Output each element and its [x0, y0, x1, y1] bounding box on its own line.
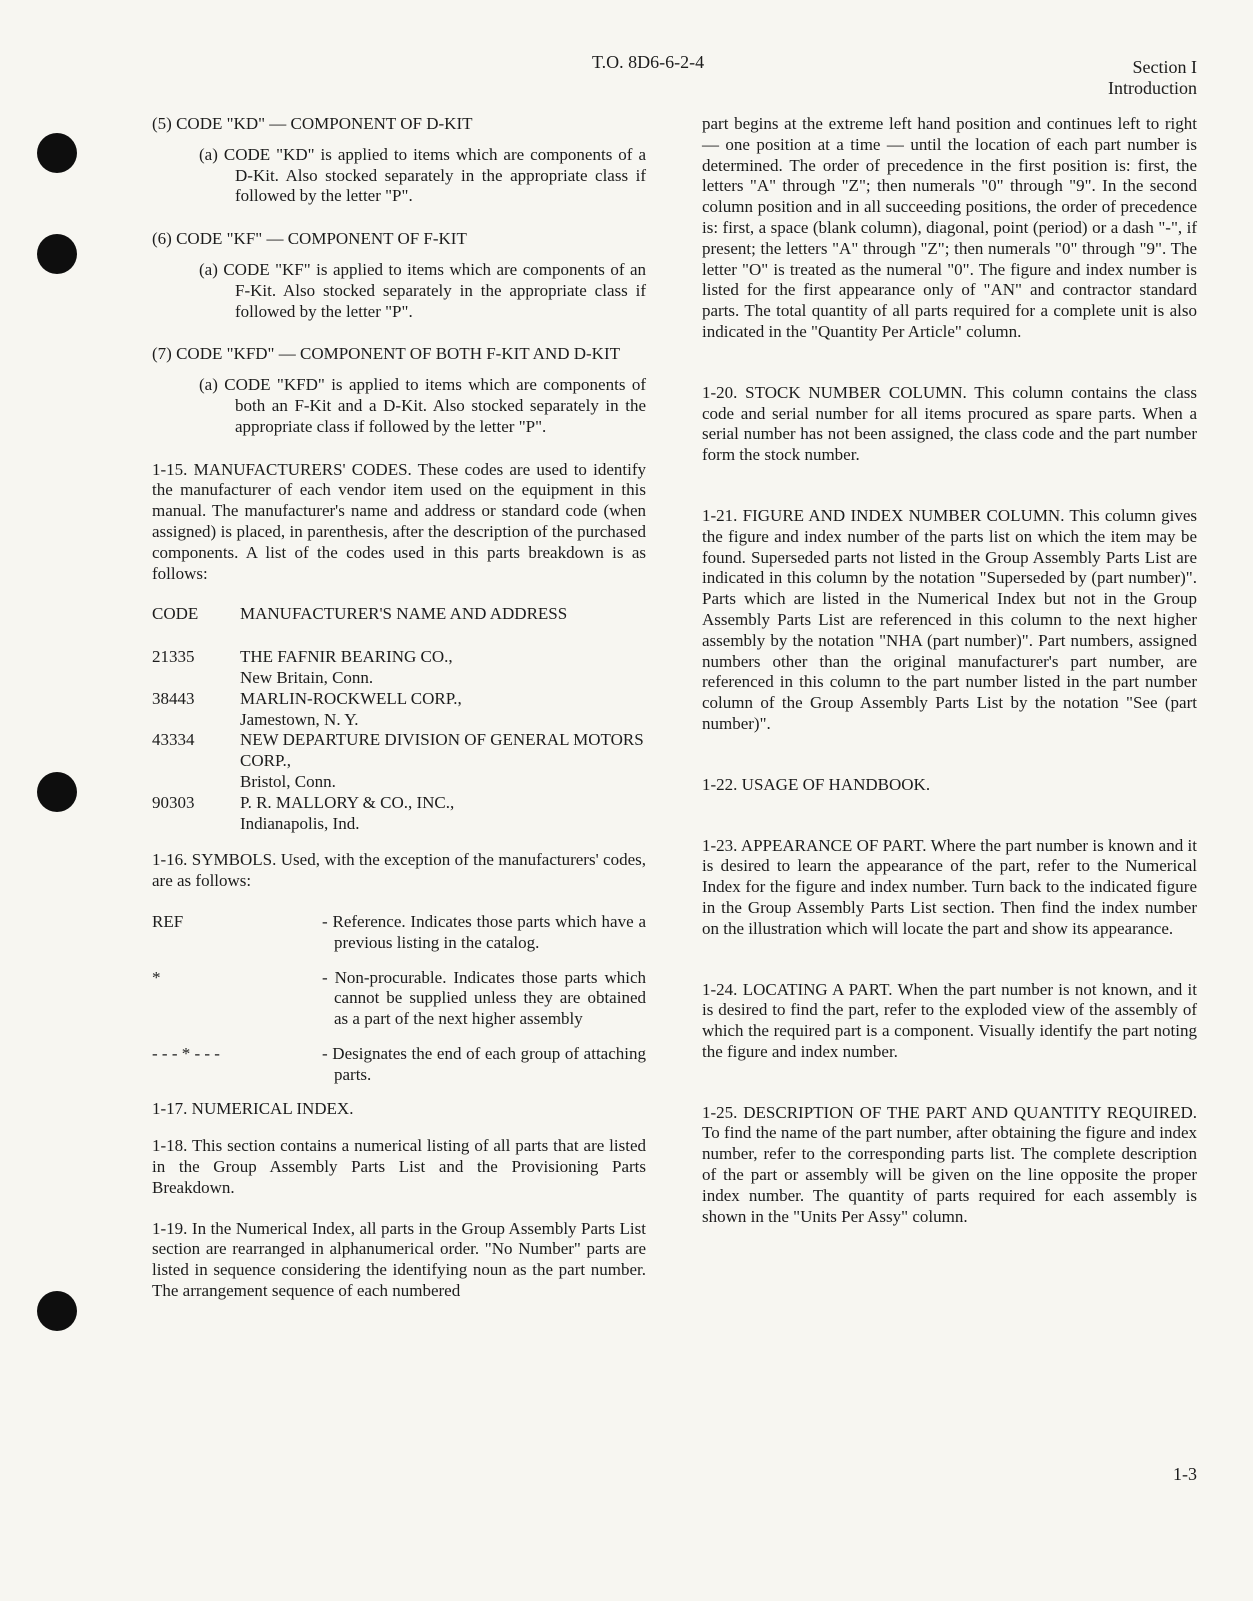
symbol-row [152, 912, 646, 954]
symbol-desc: - Designates the end of each group of attaching parts. [322, 1043, 646, 1084]
binder-hole-2 [37, 234, 77, 274]
kfd-text: (a) CODE "KFD" is applied to items which are components of both an F-Kit and a D-Kit. Also stocked separately in the appropriate class if followed by the letter "P". [199, 375, 646, 436]
manufacturer-codes-table [152, 604, 646, 834]
kf-heading: (6) CODE "KF" — COMPONENT OF F-KIT [152, 229, 467, 249]
para-1-24: 1-24. LOCATING A PART. When the part number is not known, and it is desired to find the part, refer to the exploded view of the assembly of which the required part is a component. Visually identify the part noting the figure and index number. [702, 979, 1197, 1061]
symbol-key: REF [152, 911, 184, 931]
section-title: Introduction [1108, 78, 1197, 98]
para-1-17: 1-17. NUMERICAL INDEX. [152, 1099, 354, 1119]
right-column [702, 114, 1197, 1247]
para-1-16: 1-16. SYMBOLS. Used, with the exception of the manufacturers' codes, are as follows: [152, 850, 646, 891]
manufacturer-address: Jamestown, N. Y. [240, 709, 359, 729]
to-number: T.O. 8D6-6-2-4 [592, 52, 705, 72]
page-number: 1-3 [1173, 1464, 1197, 1484]
para-1-20: 1-20. STOCK NUMBER COLUMN. This column contains the class code and serial number for all items procured as spare parts. When a serial number has not been assigned, the class code and the part number form the stock number. [702, 382, 1197, 465]
manufacturer-name: NEW DEPARTURE DIVISION OF GENERAL MOTORS CORP., [240, 730, 644, 771]
para-1-15: 1-15. MANUFACTURERS' CODES. These codes are used to identify the manufacturer of each vendor item used on the equipment in this manual. The manufacturer's name and address or standard code (when assigned) is placed, in parenthesis, after the description of the purchased components. A list of the codes used in this parts breakdown is as follows: [152, 459, 646, 583]
table-row [152, 689, 646, 731]
manufacturer-name: THE FAFNIR BEARING CO., [240, 647, 453, 667]
symbol-desc: - Reference. Indicates those parts which have a previous listing in the catalog. [322, 911, 646, 952]
symbol-desc: - Non-procurable. Indicates those parts which cannot be supplied unless they are obtained as a part of the next higher assembly [322, 967, 646, 1029]
left-column [152, 114, 646, 1322]
kf-text: (a) CODE "KF" is applied to items which are components of an F-Kit. Also stocked separately in the appropriate class if followed by the letter "P". [199, 259, 646, 321]
kfd-heading: (7) CODE "KFD" — COMPONENT OF BOTH F-KIT AND D-KIT [152, 344, 621, 364]
code-value: 21335 [152, 647, 195, 667]
para-1-25: 1-25. DESCRIPTION OF THE PART AND QUANTITY REQUIRED. To find the name of the part number, after obtaining the figure and index number, refer to the corresponding parts list. The complete description of the part or assembly will be given on the line opposite the proper index number. The quantity of parts required for each assembly is shown in the "Units Per Assy" column. [702, 1102, 1197, 1226]
symbol-key: - - - * - - - [152, 1043, 220, 1063]
para-1-21: 1-21. FIGURE AND INDEX NUMBER COLUMN. This column gives the figure and index number of the parts list on which the item may be found. Superseded parts not listed in the Group Assembly Parts List are indicated in this column by the notation "Superseded by (part number)". Parts which are listed in the Numerical Index but not in the Group Assembly Parts List are referenced in this column to the next higher assembly by the notation "NHA (part number)". Part numbers, assigned numbers other than the original manufacturer's part number, are referenced in this column to the part number listed in the part number column of the Group Assembly Parts List by the notation "See (part number)". [702, 505, 1197, 733]
binder-hole-3 [37, 772, 77, 812]
symbol-row [152, 1044, 646, 1086]
codes-header-code: CODE [152, 604, 199, 624]
table-row [152, 793, 646, 835]
manufacturer-address: Indianapolis, Ind. [240, 813, 360, 833]
para-1-22: 1-22. USAGE OF HANDBOOK. [702, 774, 931, 794]
manufacturer-name: P. R. MALLORY & CO., INC., [240, 792, 455, 812]
manufacturer-name: MARLIN-ROCKWELL CORP., [240, 688, 462, 708]
section-label: Section I [1132, 57, 1197, 77]
symbol-row [152, 968, 646, 1030]
manufacturer-address: Bristol, Conn. [240, 771, 336, 791]
para-1-18: 1-18. This section contains a numerical listing of all parts that are listed in the Group Assembly Parts List and the Provisioning Parts Breakdown. [152, 1136, 646, 1197]
table-row [152, 647, 646, 689]
manufacturer-address: New Britain, Conn. [240, 667, 374, 687]
kd-text: (a) CODE "KD" is applied to items which are components of a D-Kit. Also stocked separately in the appropriate class if followed by the letter "P". [199, 144, 646, 206]
codes-header-name: MANUFACTURER'S NAME AND ADDRESS [240, 604, 568, 624]
kd-heading: (5) CODE "KD" — COMPONENT OF D-KIT [152, 114, 473, 133]
code-value: 43334 [152, 730, 195, 750]
para-1-19-continued: part begins at the extreme left hand position and continues left to right — one position at a time — until the location of each part number is determined. The order of precedence in the first position is: first, the letters "A" through "Z"; then numerals "0" through "9". In the second column position and in all succeeding positions, the order of precedence is: first, a space (blank column), diagonal, point (period) or a dash "-", if present; the letters "A" through "Z"; then numerals "0" through "9". The letter "O" is treated as the numeral "0". The figure and index number is listed for the first appearance only of "AN" and contractor standard parts. The total quantity of all parts required for a complete unit is also indicated in the "Quantity Per Article" column. [702, 114, 1197, 341]
para-1-19: 1-19. In the Numerical Index, all parts in the Group Assembly Parts List section are rearranged in alphanumerical order. "No Number" parts are listed in sequence considering the identifying noun as the part number. The arrangement sequence of each numbered [152, 1218, 646, 1301]
code-value: 90303 [152, 792, 195, 812]
binder-hole-4 [37, 1291, 77, 1331]
code-value: 38443 [152, 688, 195, 708]
para-1-23: 1-23. APPEARANCE OF PART. Where the part number is known and it is desired to learn the appearance of the part, refer to the Numerical Index for the figure and index number. Turn back to the indicated figure in the Group Assembly Parts List section. Then find the index number on the illustration which will locate the part and show its appearance. [702, 835, 1197, 938]
symbol-key: * [152, 967, 161, 987]
table-row [152, 730, 646, 792]
binder-hole-1 [37, 133, 77, 173]
